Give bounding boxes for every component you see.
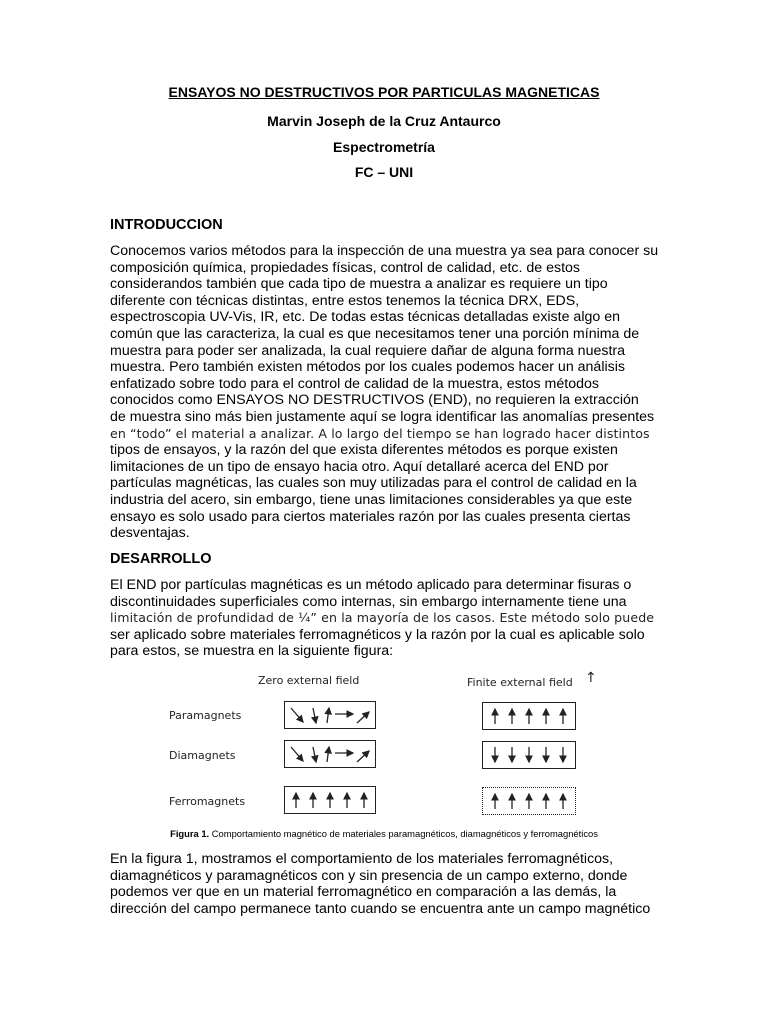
intro-heading: INTRODUCCION: [110, 217, 223, 233]
magnetism-figure: [160, 668, 600, 818]
text-line: desventajas.: [110, 525, 190, 542]
text-line: en “todo” el material a analizar. A lo largo del tiempo se han logrado hacer distintos: [110, 425, 650, 441]
text-line: considerandos también que cada tipo de muestra a analizar es requiere un tipo: [110, 276, 608, 293]
intro-paragraph: [110, 243, 658, 542]
institution-line: FC – UNI: [354, 164, 414, 180]
text-line: para estos, se muestra en la siguiente figura:: [110, 643, 394, 660]
text-line: En la figura 1, mostramos el comportamiento de los materiales ferromagnéticos,: [110, 851, 614, 867]
diamagnet-zero-field-box: [284, 740, 376, 768]
text-line: dirección del campo permanece tanto cuando se encuentra ante un campo magnético: [110, 900, 651, 917]
text-line: composición química, propiedades físicas, control de calidad, etc. de estos: [110, 259, 581, 276]
figure-caption: [0, 828, 768, 839]
text-line: ensayo es solo usado para ciertos materiales razón por las cuales presenta ciertas: [110, 508, 631, 525]
figure-caption-label: Figura 1.: [170, 828, 210, 839]
text-line: de muestra sino más bien justamente aquí se logra identificar las anomalías presentes: [110, 408, 655, 425]
text-line: conocidos como ENSAYOS NO DESTRUCTIVOS (END), no requieren la extracción: [110, 392, 639, 409]
text-line: espectroscopia UV-Vis, IR, etc. De todas estas técnicas detalladas existe algo en: [110, 309, 620, 326]
desarrollo-paragraph: [110, 577, 658, 660]
aligned-up-dipoles-icon: [483, 703, 575, 729]
conclusion-paragraph: [110, 851, 658, 917]
text-line: ser aplicado sobre materiales ferromagnéticos y la razón por la cual es aplicable solo: [110, 626, 645, 643]
column-label-zero-field: Zero external field: [258, 674, 360, 687]
document-title: ENSAYOS NO DESTRUCTIVOS POR PARTICULAS MAGNETICAS: [168, 84, 600, 100]
random-dipoles-icon: [285, 702, 375, 728]
ferromagnet-finite-field-box: [482, 787, 576, 815]
text-line: diamagnéticos y paramagnéticos con y sin presencia de un campo externo, donde: [110, 867, 628, 884]
row-label-ferromagnets: Ferromagnets: [169, 795, 246, 808]
text-line: muestra para poder ser analizada, la cual requiere dañar de alguna forma nuestra: [110, 342, 626, 359]
row-label-paramagnets: Paramagnets: [169, 709, 242, 722]
text-line: tipos de ensayos, y la razón del que exista diferentes métodos es porque existen: [110, 442, 618, 459]
diamagnet-finite-field-box: [482, 741, 576, 769]
text-line: muestra. Pero también existen métodos por los cuales podemos hacer un análisis: [110, 359, 625, 376]
text-line: limitaciones de un tipo de ensayo hacia otro. Aquí detallaré acerca del END por: [110, 458, 609, 475]
field-direction-arrow-icon: ↑: [585, 670, 597, 686]
text-line: industria del acero, sin embargo, tiene unas limitaciones considerables ya que este: [110, 491, 633, 508]
desarrollo-heading: DESARROLLO: [110, 551, 212, 567]
random-dipoles-icon: [285, 741, 375, 767]
text-line: enfatizado sobre todo para el control de calidad de la muestra, estos métodos: [110, 375, 599, 392]
text-line: Conocemos varios métodos para la inspección de una muestra ya sea para conocer su: [110, 243, 659, 259]
ferromagnet-zero-field-box: [284, 786, 376, 814]
figure-caption-text: Comportamiento magnético de materiales paramagnéticos, diamagnéticos y ferromagnéticos: [209, 828, 598, 839]
text-line: diferente con técnicas distintas, entre estos tenemos la técnica DRX, EDS,: [110, 292, 580, 309]
text-line: El END por partículas magnéticas es un método aplicado para determinar fisuras o: [110, 577, 632, 593]
paramagnet-finite-field-box: [482, 702, 576, 730]
subject-line: Espectrometría: [333, 139, 435, 155]
row-label-diamagnets: Diamagnets: [169, 749, 236, 762]
paramagnet-zero-field-box: [284, 701, 376, 729]
text-line: podemos ver que en un material ferromagnético en comparación a las demás, la: [110, 884, 617, 901]
text-line: discontinuidades superficiales como internas, sin embargo internamente tiene una: [110, 593, 627, 610]
text-line: común que las caracteriza, la cual es que necesitamos tener una porción mínima de: [110, 325, 640, 342]
aligned-up-dipoles-icon: [483, 788, 575, 814]
text-line: partículas magnéticas, las cuales son muy utilizadas para el control de calidad en la: [110, 475, 637, 492]
aligned-down-dipoles-icon: [483, 742, 575, 768]
author-name: Marvin Joseph de la Cruz Antaurco: [267, 113, 501, 129]
text-line: limitación de profundidad de ¼” en la mayoría de los casos. Este método solo puede: [110, 610, 655, 626]
column-label-finite-field: Finite external field: [467, 676, 573, 689]
aligned-up-dipoles-icon: [285, 787, 375, 813]
